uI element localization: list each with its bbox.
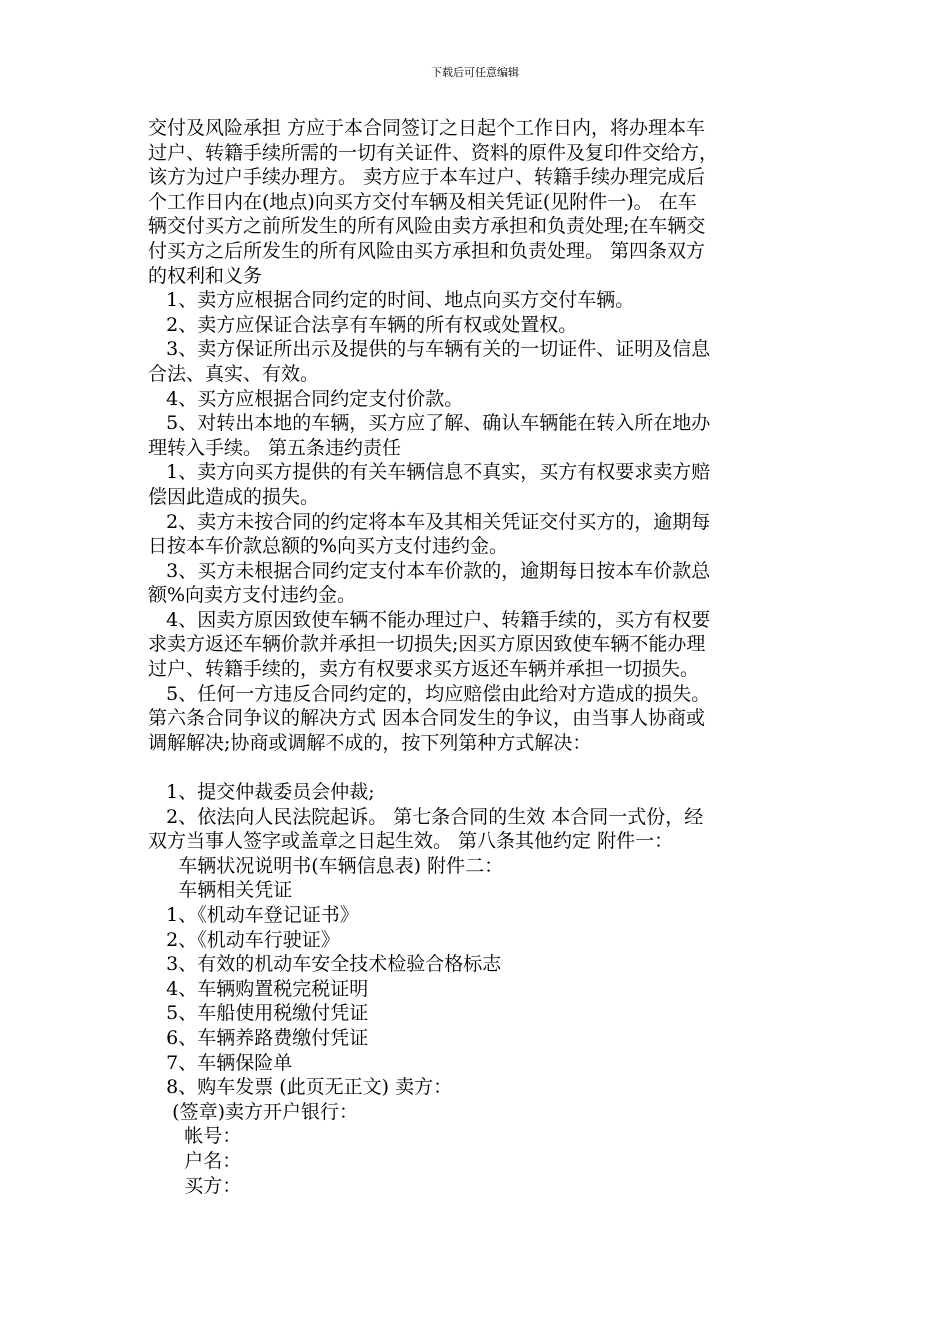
text-line: 4、因卖方原因致使车辆不能办理过户、转籍手续的，买方有权要 xyxy=(148,608,711,631)
text-line: 帐号： xyxy=(148,1125,242,1148)
text-line: 1、提交仲裁委员会仲裁; xyxy=(148,781,375,804)
text-line: 的权利和义务 xyxy=(148,264,263,287)
text-line: 第六条合同争议的解决方式 因本合同发生的争议，由当事人协商或 xyxy=(148,707,706,730)
text-line: 1、《机动车登记证书》 xyxy=(148,904,359,926)
text-line: 1、卖方向买方提供的有关车辆信息不真实，买方有权要求卖方赔 xyxy=(148,461,711,484)
text-line: 4、买方应根据合同约定支付价款。 xyxy=(148,387,464,410)
text-line: 3、买方未根据合同约定支付本车价款的，逾期每日按本车价款总 xyxy=(148,559,711,582)
text-line: 该方为过户手续办理方。 卖方应于本车过户、转籍手续办理完成后 xyxy=(148,166,706,189)
text-line: 合法、真实、有效。 xyxy=(148,362,320,385)
text-line: (签章)卖方开户银行： xyxy=(148,1100,358,1123)
text-line: 求卖方返还车辆价款并承担一切损失;因买方原因致使车辆不能办理 xyxy=(148,633,706,656)
text-line: 车辆相关凭证 xyxy=(148,879,293,902)
text-line: 7、车辆保险单 xyxy=(148,1051,293,1074)
page-header: 下载后可任意编辑 xyxy=(431,66,519,79)
text-line: 日按本车价款总额的%向买方支付违约金。 xyxy=(148,535,509,558)
text-line: 5、车船使用税缴付凭证 xyxy=(148,1002,369,1025)
text-line: 2、卖方应保证合法享有车辆的所有权或处置权。 xyxy=(148,313,578,336)
text-line: 调解解决;协商或调解不成的，按下列第种方式解决： xyxy=(148,731,592,754)
text-line: 个工作日内在(地点)向买方交付车辆及相关凭证(见附件一)。 在车 xyxy=(148,190,697,213)
text-line: 2、卖方未按合同的约定将本车及其相关凭证交付买方的，逾期每 xyxy=(148,510,711,533)
text-line: 双方当事人签字或盖章之日起生效。 第八条其他约定 附件一： xyxy=(148,830,674,853)
text-line: 4、车辆购置税完税证明 xyxy=(148,977,369,1000)
text-line: 3、卖方保证所出示及提供的与车辆有关的一切证件、证明及信息 xyxy=(148,338,711,361)
text-line: 1、卖方应根据合同约定的时间、地点向买方交付车辆。 xyxy=(148,289,635,312)
text-line: 额%向卖方支付违约金。 xyxy=(148,584,357,607)
text-line: 户名： xyxy=(148,1149,242,1172)
text-line: 3、有效的机动车安全技术检验合格标志 xyxy=(148,953,502,976)
text-line: 付买方之后所发生的所有风险由买方承担和负责处理。 第四条双方 xyxy=(148,239,706,262)
text-line: 理转入手续。 第五条违约责任 xyxy=(148,436,402,459)
text-line: 过户、转籍手续的，卖方有权要求买方返还车辆并承担一切损失。 xyxy=(148,658,700,681)
text-line: 5、对转出本地的车辆，买方应了解、确认车辆能在转入所在地办 xyxy=(148,412,711,435)
document-body xyxy=(148,116,808,1198)
text-line: 过户、转籍手续所需的一切有关证件、资料的原件及复印件交给方， xyxy=(148,141,719,164)
text-line: 辆交付买方之前所发生的所有风险由卖方承担和负责处理;在车辆交 xyxy=(148,215,706,238)
text-line: 交付及风险承担 方应于本合同签订之日起个工作日内，将办理本车 xyxy=(148,117,706,139)
text-line: 偿因此造成的损失。 xyxy=(148,485,320,508)
text-line: 2、依法向人民法院起诉。 第七条合同的生效 本合同一式份，经 xyxy=(148,805,704,828)
text-line: 买方： xyxy=(148,1174,242,1197)
text-line: 车辆状况说明书(车辆信息表) 附件二： xyxy=(148,854,504,877)
text-line: 8、购车发票 (此页无正文) 卖方： xyxy=(148,1076,453,1099)
text-line: 6、车辆养路费缴付凭证 xyxy=(148,1026,369,1049)
text-line: 2、《机动车行驶证》 xyxy=(148,928,340,951)
blank-line xyxy=(148,755,808,780)
text-line: 5、任何一方违反合同约定的，均应赔偿由此给对方造成的损失。 xyxy=(148,682,711,705)
